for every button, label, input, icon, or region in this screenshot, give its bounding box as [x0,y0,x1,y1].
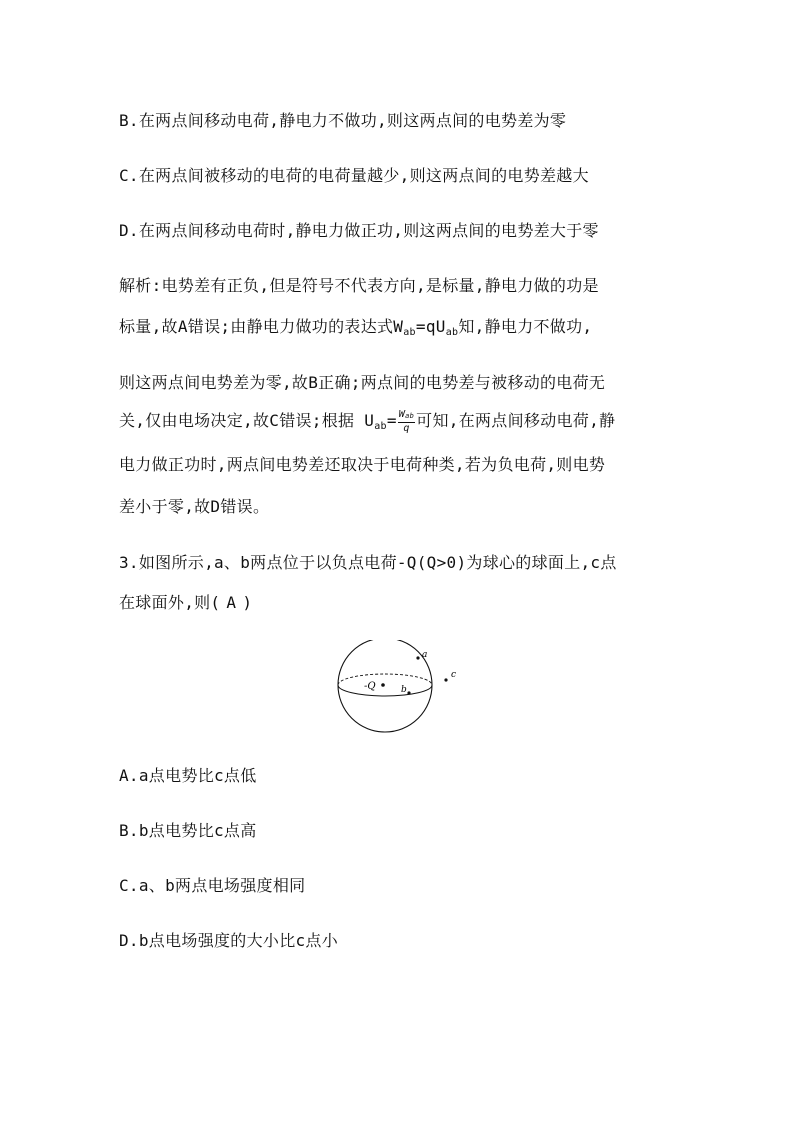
analysis-line-4-text-a: 关,仅由电场决定,故C错误;根据 U [119,411,375,430]
fraction-numerator [398,409,415,423]
charge-center-dot [381,683,385,687]
point-a-dot [416,656,419,659]
q3-option-d: D.b点电场强度的大小比c点小 [119,931,339,950]
equals-sign: = [386,411,397,430]
equator-front [338,685,432,696]
fraction-denominator: q [403,423,410,434]
label-q: -Q [364,681,376,692]
question-3-stem-line-2 [119,590,252,613]
answer-choice: A [226,593,237,612]
sphere-diagram [330,640,470,740]
analysis-line-3: 则这两点间电势差为零,故B正确;两点间的电势差与被移动的电荷无 [119,373,606,392]
numerator-w: W [398,409,406,420]
option-b: B.在两点间移动电荷,静电力不做功,则这两点间的电势差为零 [119,111,567,130]
analysis-line-2-text-b: =qU [415,317,446,336]
label-c: c [451,670,457,680]
stem-text: 在球面外,则( [119,593,221,612]
question-3-stem-line-1: 3.如图所示,a、b两点位于以负点电荷-Q(Q>0)为球心的球面上,c点 [119,553,617,572]
analysis-line-2-text-c: 知,静电力不做功, [458,317,593,336]
analysis-line-6: 差小于零,故D错误。 [119,497,270,516]
subscript-ab: ab [403,327,416,338]
fraction [398,409,415,434]
q3-option-a: A.a点电势比c点低 [119,766,257,785]
numerator-subscript: ab [405,412,415,420]
point-c-dot [444,678,447,681]
subscript-ab: ab [374,421,387,432]
q3-option-c: C.a、b两点电场强度相同 [119,876,306,895]
equator-back [338,674,432,685]
label-b: b [401,685,407,695]
q3-option-b: B.b点电势比c点高 [119,821,257,840]
point-b-dot [407,691,410,694]
option-d: D.在两点间移动电荷时,静电力做正功,则这两点间的电势差大于零 [119,221,599,240]
stem-close-paren: ) [242,593,253,612]
analysis-line-5: 电力做正功时,两点间电势差还取决于电荷种类,若为负电荷,则电势 [119,455,606,474]
subscript-ab: ab [445,327,459,338]
analysis-line-2-text-a: 标量,故A错误;由静电力做功的表达式W [119,317,404,336]
analysis-line-2 [119,314,592,338]
analysis-line-4-text-b: 可知,在两点间移动电荷,静 [416,411,616,430]
analysis-line-4 [119,408,615,434]
analysis-line-1: 解析:电势差有正负,但是符号不代表方向,是标量,静电力做的功是 [119,276,599,295]
option-c: C.在两点间被移动的电荷的电荷量越少,则这两点间的电势差越大 [119,166,589,185]
sphere-outline [338,640,432,732]
label-a: a [422,650,428,660]
